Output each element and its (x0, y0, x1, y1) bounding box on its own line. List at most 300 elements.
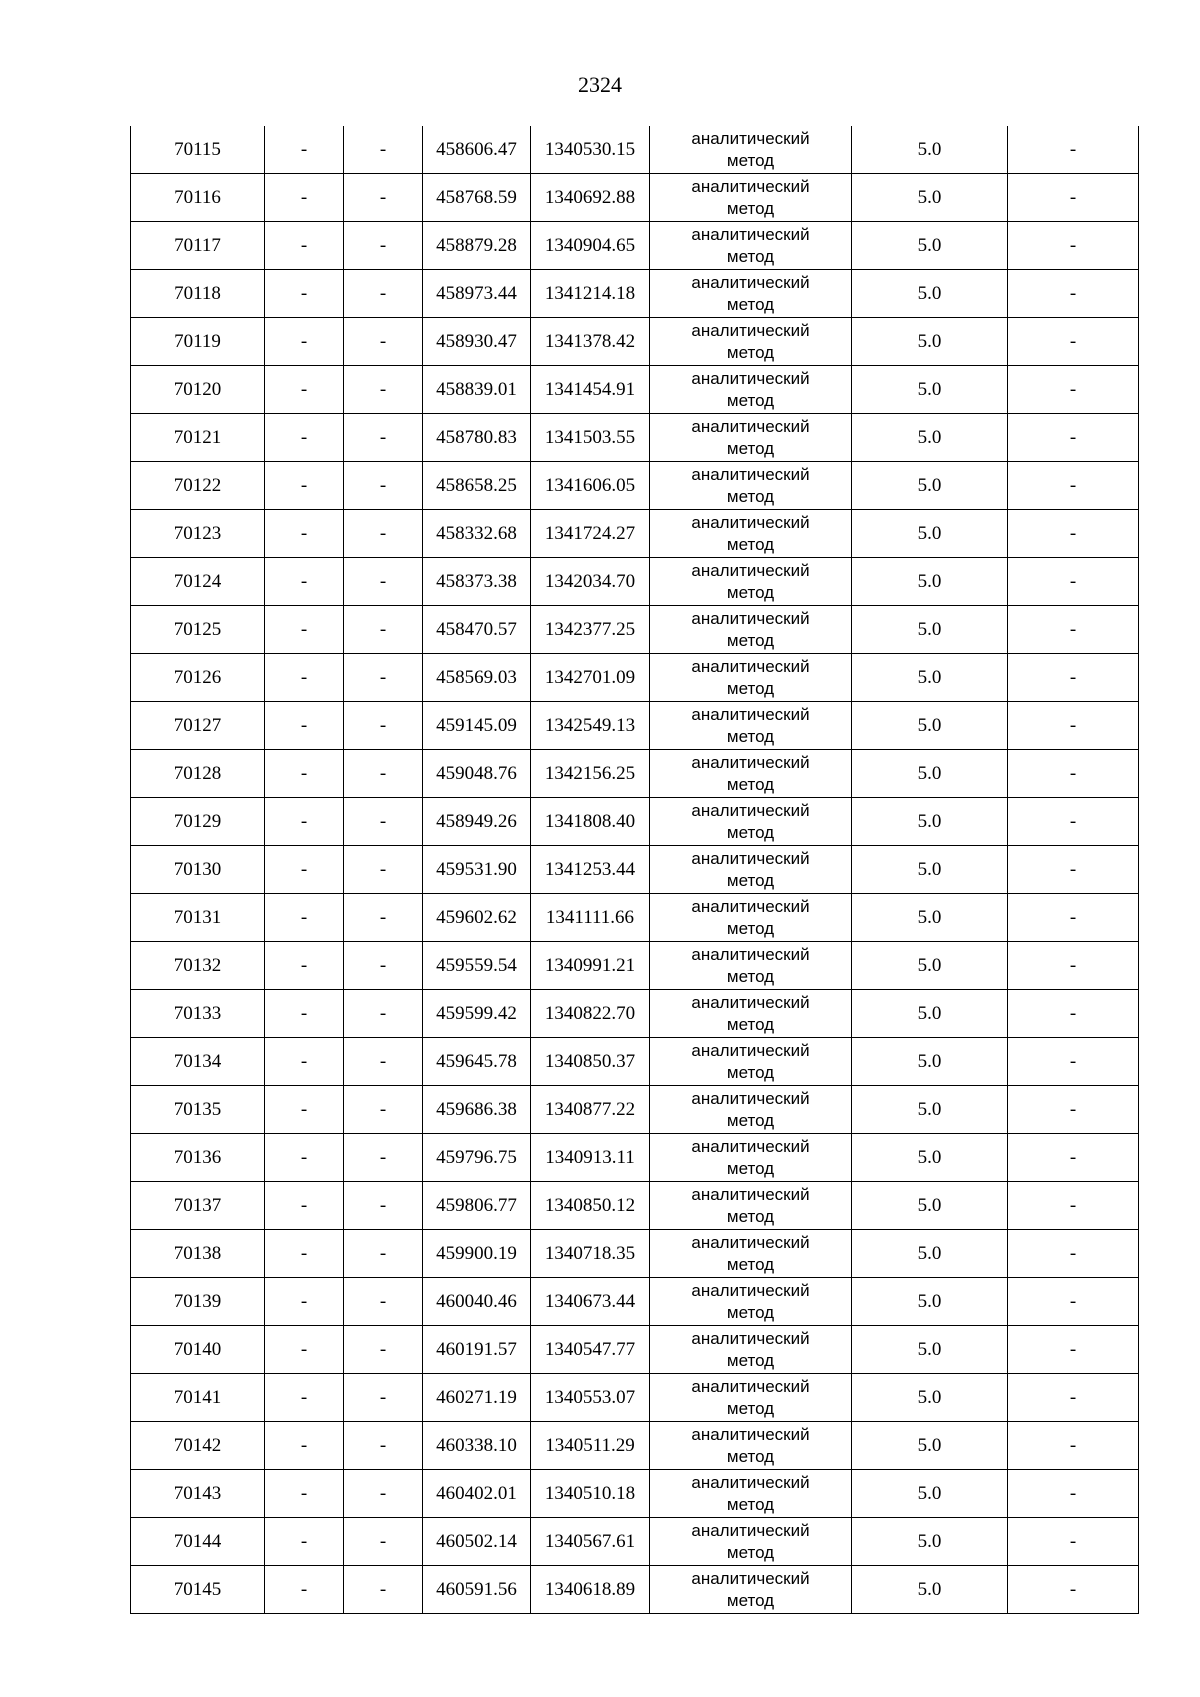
empty-dash-cell: - (1008, 606, 1139, 654)
table-row (131, 462, 1139, 510)
method-text-line-1: аналитический (691, 320, 810, 340)
empty-dash-cell: - (344, 126, 423, 174)
empty-dash-cell: - (344, 1518, 423, 1566)
empty-dash-cell: - (1008, 990, 1139, 1038)
empty-dash-cell: - (1008, 1134, 1139, 1182)
y-coordinate-cell: 1340511.29 (531, 1422, 650, 1470)
y-coordinate-cell: 1340510.18 (531, 1470, 650, 1518)
method-text-line-1: аналитический (691, 1232, 810, 1252)
empty-dash-cell: - (344, 1470, 423, 1518)
y-coordinate-cell: 1342377.25 (531, 606, 650, 654)
empty-dash-cell: - (1008, 1278, 1139, 1326)
accuracy-cell: 5.0 (852, 318, 1008, 366)
empty-dash-cell: - (344, 1374, 423, 1422)
method-text-line-1: аналитический (691, 1424, 810, 1444)
method-text-line-2: метод (726, 1110, 775, 1130)
y-coordinate-cell: 1341214.18 (531, 270, 650, 318)
method-text-line-1: аналитический (691, 1328, 810, 1348)
point-number-cell: 70126 (131, 654, 265, 702)
empty-dash-cell: - (1008, 366, 1139, 414)
x-coordinate-cell: 460191.57 (423, 1326, 531, 1374)
empty-dash-cell: - (265, 942, 344, 990)
point-number-cell: 70144 (131, 1518, 265, 1566)
accuracy-cell: 5.0 (852, 174, 1008, 222)
accuracy-cell: 5.0 (852, 126, 1008, 174)
point-number-cell: 70134 (131, 1038, 265, 1086)
empty-dash-cell: - (1008, 1566, 1139, 1614)
method-text-line-2: метод (726, 1494, 775, 1514)
point-number-cell: 70118 (131, 270, 265, 318)
method-cell (650, 1518, 852, 1566)
method-text-line-2: метод (726, 678, 775, 698)
empty-dash-cell: - (344, 1566, 423, 1614)
method-cell (650, 1182, 852, 1230)
empty-dash-cell: - (265, 1374, 344, 1422)
empty-dash-cell: - (1008, 702, 1139, 750)
method-text-line-2: метод (726, 390, 775, 410)
table-row (131, 1230, 1139, 1278)
table-row (131, 798, 1139, 846)
x-coordinate-cell: 459531.90 (423, 846, 531, 894)
method-cell (650, 702, 852, 750)
method-text-line-1: аналитический (691, 368, 810, 388)
y-coordinate-cell: 1341503.55 (531, 414, 650, 462)
y-coordinate-cell: 1341454.91 (531, 366, 650, 414)
y-coordinate-cell: 1342701.09 (531, 654, 650, 702)
empty-dash-cell: - (1008, 750, 1139, 798)
y-coordinate-cell: 1340877.22 (531, 1086, 650, 1134)
method-text-line-1: аналитический (691, 800, 810, 820)
empty-dash-cell: - (265, 270, 344, 318)
x-coordinate-cell: 458332.68 (423, 510, 531, 558)
table-row (131, 1566, 1139, 1614)
method-text-line-2: метод (726, 1590, 775, 1610)
coordinates-table (130, 126, 1139, 1614)
point-number-cell: 70136 (131, 1134, 265, 1182)
accuracy-cell: 5.0 (852, 750, 1008, 798)
method-text-line-2: метод (726, 342, 775, 362)
empty-dash-cell: - (265, 654, 344, 702)
method-cell (650, 798, 852, 846)
method-cell (650, 318, 852, 366)
point-number-cell: 70116 (131, 174, 265, 222)
point-number-cell: 70145 (131, 1566, 265, 1614)
empty-dash-cell: - (265, 126, 344, 174)
table-row (131, 558, 1139, 606)
empty-dash-cell: - (265, 1182, 344, 1230)
method-cell (650, 894, 852, 942)
table-row (131, 1086, 1139, 1134)
method-text-line-2: метод (726, 1446, 775, 1466)
point-number-cell: 70121 (131, 414, 265, 462)
accuracy-cell: 5.0 (852, 702, 1008, 750)
x-coordinate-cell: 458839.01 (423, 366, 531, 414)
method-cell (650, 1374, 852, 1422)
point-number-cell: 70120 (131, 366, 265, 414)
method-text-line-2: метод (726, 726, 775, 746)
accuracy-cell: 5.0 (852, 270, 1008, 318)
empty-dash-cell: - (344, 654, 423, 702)
empty-dash-cell: - (265, 414, 344, 462)
empty-dash-cell: - (1008, 1038, 1139, 1086)
empty-dash-cell: - (265, 1134, 344, 1182)
empty-dash-cell: - (265, 366, 344, 414)
x-coordinate-cell: 459599.42 (423, 990, 531, 1038)
table-row (131, 1326, 1139, 1374)
table-row (131, 366, 1139, 414)
empty-dash-cell: - (1008, 462, 1139, 510)
table-row (131, 942, 1139, 990)
y-coordinate-cell: 1340673.44 (531, 1278, 650, 1326)
x-coordinate-cell: 459145.09 (423, 702, 531, 750)
x-coordinate-cell: 459048.76 (423, 750, 531, 798)
empty-dash-cell: - (344, 510, 423, 558)
method-text-line-1: аналитический (691, 1472, 810, 1492)
x-coordinate-cell: 458606.47 (423, 126, 531, 174)
accuracy-cell: 5.0 (852, 366, 1008, 414)
point-number-cell: 70130 (131, 846, 265, 894)
empty-dash-cell: - (265, 798, 344, 846)
accuracy-cell: 5.0 (852, 1038, 1008, 1086)
method-text-line-2: метод (726, 822, 775, 842)
empty-dash-cell: - (265, 318, 344, 366)
accuracy-cell: 5.0 (852, 798, 1008, 846)
table-row (131, 846, 1139, 894)
point-number-cell: 70137 (131, 1182, 265, 1230)
x-coordinate-cell: 458879.28 (423, 222, 531, 270)
accuracy-cell: 5.0 (852, 1086, 1008, 1134)
x-coordinate-cell: 460502.14 (423, 1518, 531, 1566)
table-row (131, 1038, 1139, 1086)
method-text-line-1: аналитический (691, 848, 810, 868)
accuracy-cell: 5.0 (852, 558, 1008, 606)
method-text-line-2: метод (726, 294, 775, 314)
empty-dash-cell: - (344, 1422, 423, 1470)
table-row (131, 222, 1139, 270)
empty-dash-cell: - (1008, 558, 1139, 606)
accuracy-cell: 5.0 (852, 1278, 1008, 1326)
method-text-line-2: метод (726, 1158, 775, 1178)
y-coordinate-cell: 1342549.13 (531, 702, 650, 750)
empty-dash-cell: - (344, 846, 423, 894)
empty-dash-cell: - (344, 1182, 423, 1230)
method-text-line-1: аналитический (691, 1376, 810, 1396)
method-text-line-1: аналитический (691, 752, 810, 772)
y-coordinate-cell: 1340904.65 (531, 222, 650, 270)
method-text-line-2: метод (726, 150, 775, 170)
empty-dash-cell: - (344, 222, 423, 270)
method-text-line-1: аналитический (691, 1568, 810, 1588)
point-number-cell: 70125 (131, 606, 265, 654)
point-number-cell: 70128 (131, 750, 265, 798)
empty-dash-cell: - (265, 1518, 344, 1566)
table-row (131, 606, 1139, 654)
method-cell (650, 414, 852, 462)
point-number-cell: 70123 (131, 510, 265, 558)
empty-dash-cell: - (344, 1326, 423, 1374)
x-coordinate-cell: 458658.25 (423, 462, 531, 510)
page-number: 2324 (578, 72, 622, 97)
method-text-line-2: метод (726, 870, 775, 890)
method-cell (650, 942, 852, 990)
empty-dash-cell: - (344, 1038, 423, 1086)
empty-dash-cell: - (344, 1278, 423, 1326)
method-cell (650, 990, 852, 1038)
empty-dash-cell: - (265, 222, 344, 270)
method-cell (650, 270, 852, 318)
empty-dash-cell: - (1008, 126, 1139, 174)
empty-dash-cell: - (344, 798, 423, 846)
method-cell (650, 222, 852, 270)
point-number-cell: 70119 (131, 318, 265, 366)
method-text-line-1: аналитический (691, 272, 810, 292)
table-row (131, 1134, 1139, 1182)
empty-dash-cell: - (1008, 1086, 1139, 1134)
y-coordinate-cell: 1341606.05 (531, 462, 650, 510)
method-text-line-2: метод (726, 1350, 775, 1370)
x-coordinate-cell: 459602.62 (423, 894, 531, 942)
point-number-cell: 70133 (131, 990, 265, 1038)
x-coordinate-cell: 459806.77 (423, 1182, 531, 1230)
x-coordinate-cell: 460591.56 (423, 1566, 531, 1614)
method-text-line-1: аналитический (691, 416, 810, 436)
table-row (131, 894, 1139, 942)
empty-dash-cell: - (1008, 1182, 1139, 1230)
empty-dash-cell: - (344, 558, 423, 606)
method-cell (650, 126, 852, 174)
empty-dash-cell: - (265, 990, 344, 1038)
y-coordinate-cell: 1340991.21 (531, 942, 650, 990)
point-number-cell: 70143 (131, 1470, 265, 1518)
method-text-line-1: аналитический (691, 1520, 810, 1540)
method-text-line-2: метод (726, 198, 775, 218)
method-text-line-1: аналитический (691, 464, 810, 484)
empty-dash-cell: - (344, 174, 423, 222)
y-coordinate-cell: 1340567.61 (531, 1518, 650, 1566)
table-row (131, 1470, 1139, 1518)
method-text-line-2: метод (726, 582, 775, 602)
table-row (131, 270, 1139, 318)
accuracy-cell: 5.0 (852, 990, 1008, 1038)
method-text-line-1: аналитический (691, 1088, 810, 1108)
method-cell (650, 174, 852, 222)
x-coordinate-cell: 458949.26 (423, 798, 531, 846)
empty-dash-cell: - (265, 558, 344, 606)
x-coordinate-cell: 460338.10 (423, 1422, 531, 1470)
empty-dash-cell: - (1008, 1230, 1139, 1278)
x-coordinate-cell: 458973.44 (423, 270, 531, 318)
accuracy-cell: 5.0 (852, 1422, 1008, 1470)
method-text-line-2: метод (726, 246, 775, 266)
y-coordinate-cell: 1342156.25 (531, 750, 650, 798)
empty-dash-cell: - (265, 702, 344, 750)
x-coordinate-cell: 460402.01 (423, 1470, 531, 1518)
method-cell (650, 606, 852, 654)
method-cell (650, 366, 852, 414)
empty-dash-cell: - (344, 606, 423, 654)
method-text-line-2: метод (726, 1062, 775, 1082)
method-text-line-1: аналитический (691, 224, 810, 244)
empty-dash-cell: - (344, 750, 423, 798)
method-text-line-1: аналитический (691, 560, 810, 580)
method-text-line-2: метод (726, 1542, 775, 1562)
y-coordinate-cell: 1340850.12 (531, 1182, 650, 1230)
method-text-line-2: метод (726, 966, 775, 986)
x-coordinate-cell: 458780.83 (423, 414, 531, 462)
y-coordinate-cell: 1341808.40 (531, 798, 650, 846)
method-text-line-1: аналитический (691, 1280, 810, 1300)
method-text-line-2: метод (726, 1302, 775, 1322)
accuracy-cell: 5.0 (852, 1326, 1008, 1374)
y-coordinate-cell: 1340547.77 (531, 1326, 650, 1374)
method-text-line-1: аналитический (691, 512, 810, 532)
empty-dash-cell: - (265, 1566, 344, 1614)
table-row (131, 702, 1139, 750)
method-cell (650, 1422, 852, 1470)
accuracy-cell: 5.0 (852, 1182, 1008, 1230)
y-coordinate-cell: 1340692.88 (531, 174, 650, 222)
method-text-line-1: аналитический (691, 176, 810, 196)
method-cell (650, 1230, 852, 1278)
method-cell (650, 1086, 852, 1134)
method-cell (650, 1470, 852, 1518)
method-text-line-2: метод (726, 918, 775, 938)
empty-dash-cell: - (1008, 654, 1139, 702)
y-coordinate-cell: 1340718.35 (531, 1230, 650, 1278)
empty-dash-cell: - (265, 1422, 344, 1470)
y-coordinate-cell: 1340822.70 (531, 990, 650, 1038)
empty-dash-cell: - (265, 462, 344, 510)
y-coordinate-cell: 1340553.07 (531, 1374, 650, 1422)
point-number-cell: 70141 (131, 1374, 265, 1422)
accuracy-cell: 5.0 (852, 654, 1008, 702)
empty-dash-cell: - (1008, 1422, 1139, 1470)
accuracy-cell: 5.0 (852, 510, 1008, 558)
point-number-cell: 70117 (131, 222, 265, 270)
method-cell (650, 750, 852, 798)
accuracy-cell: 5.0 (852, 1230, 1008, 1278)
x-coordinate-cell: 459796.75 (423, 1134, 531, 1182)
y-coordinate-cell: 1341253.44 (531, 846, 650, 894)
empty-dash-cell: - (1008, 1374, 1139, 1422)
accuracy-cell: 5.0 (852, 414, 1008, 462)
accuracy-cell: 5.0 (852, 1374, 1008, 1422)
accuracy-cell: 5.0 (852, 606, 1008, 654)
accuracy-cell: 5.0 (852, 1470, 1008, 1518)
table-row (131, 318, 1139, 366)
method-text-line-2: метод (726, 1206, 775, 1226)
accuracy-cell: 5.0 (852, 1566, 1008, 1614)
x-coordinate-cell: 459559.54 (423, 942, 531, 990)
y-coordinate-cell: 1340913.11 (531, 1134, 650, 1182)
point-number-cell: 70131 (131, 894, 265, 942)
method-cell (650, 846, 852, 894)
table-row (131, 990, 1139, 1038)
table-row (131, 750, 1139, 798)
method-text-line-2: метод (726, 630, 775, 650)
empty-dash-cell: - (1008, 318, 1139, 366)
empty-dash-cell: - (344, 1230, 423, 1278)
x-coordinate-cell: 460040.46 (423, 1278, 531, 1326)
empty-dash-cell: - (265, 1230, 344, 1278)
empty-dash-cell: - (344, 990, 423, 1038)
method-text-line-1: аналитический (691, 128, 810, 148)
empty-dash-cell: - (1008, 846, 1139, 894)
accuracy-cell: 5.0 (852, 1518, 1008, 1566)
empty-dash-cell: - (344, 414, 423, 462)
method-text-line-1: аналитический (691, 896, 810, 916)
point-number-cell: 70138 (131, 1230, 265, 1278)
y-coordinate-cell: 1340530.15 (531, 126, 650, 174)
method-text-line-2: метод (726, 774, 775, 794)
accuracy-cell: 5.0 (852, 462, 1008, 510)
method-text-line-1: аналитический (691, 1184, 810, 1204)
method-cell (650, 1038, 852, 1086)
point-number-cell: 70124 (131, 558, 265, 606)
empty-dash-cell: - (344, 270, 423, 318)
empty-dash-cell: - (265, 750, 344, 798)
method-text-line-1: аналитический (691, 656, 810, 676)
empty-dash-cell: - (344, 1134, 423, 1182)
empty-dash-cell: - (265, 1470, 344, 1518)
empty-dash-cell: - (265, 846, 344, 894)
method-text-line-2: метод (726, 1398, 775, 1418)
table-row (131, 126, 1139, 174)
empty-dash-cell: - (265, 606, 344, 654)
empty-dash-cell: - (344, 318, 423, 366)
point-number-cell: 70122 (131, 462, 265, 510)
method-cell (650, 510, 852, 558)
table-row (131, 1518, 1139, 1566)
method-text-line-1: аналитический (691, 1040, 810, 1060)
x-coordinate-cell: 459686.38 (423, 1086, 531, 1134)
y-coordinate-cell: 1341111.66 (531, 894, 650, 942)
empty-dash-cell: - (1008, 510, 1139, 558)
x-coordinate-cell: 458930.47 (423, 318, 531, 366)
empty-dash-cell: - (344, 366, 423, 414)
method-cell (650, 654, 852, 702)
empty-dash-cell: - (1008, 1470, 1139, 1518)
table-row (131, 414, 1139, 462)
point-number-cell: 70115 (131, 126, 265, 174)
x-coordinate-cell: 458470.57 (423, 606, 531, 654)
method-text-line-2: метод (726, 486, 775, 506)
empty-dash-cell: - (265, 1086, 344, 1134)
empty-dash-cell: - (344, 942, 423, 990)
x-coordinate-cell: 460271.19 (423, 1374, 531, 1422)
table-row (131, 510, 1139, 558)
empty-dash-cell: - (265, 894, 344, 942)
accuracy-cell: 5.0 (852, 894, 1008, 942)
accuracy-cell: 5.0 (852, 222, 1008, 270)
x-coordinate-cell: 459900.19 (423, 1230, 531, 1278)
x-coordinate-cell: 458569.03 (423, 654, 531, 702)
method-cell (650, 1326, 852, 1374)
empty-dash-cell: - (1008, 270, 1139, 318)
y-coordinate-cell: 1340618.89 (531, 1566, 650, 1614)
empty-dash-cell: - (265, 510, 344, 558)
empty-dash-cell: - (344, 462, 423, 510)
method-cell (650, 558, 852, 606)
empty-dash-cell: - (344, 702, 423, 750)
empty-dash-cell: - (1008, 1518, 1139, 1566)
empty-dash-cell: - (265, 1278, 344, 1326)
empty-dash-cell: - (1008, 942, 1139, 990)
method-text-line-1: аналитический (691, 1136, 810, 1156)
empty-dash-cell: - (1008, 798, 1139, 846)
empty-dash-cell: - (265, 1038, 344, 1086)
y-coordinate-cell: 1341724.27 (531, 510, 650, 558)
